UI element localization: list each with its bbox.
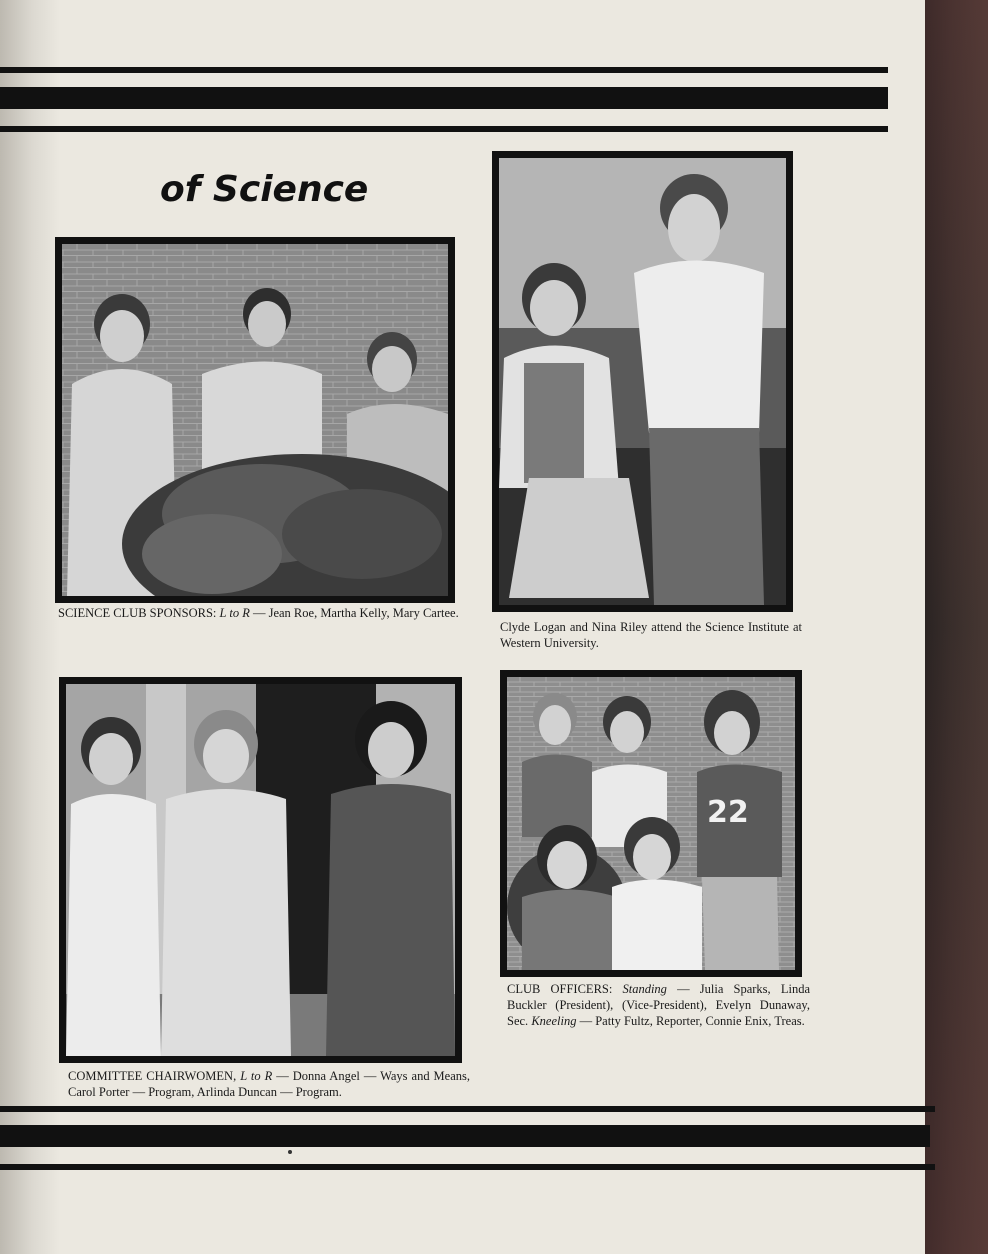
binder-edge [925,0,988,1254]
page-gutter-shadow [0,0,60,1254]
top-rule-thin-2 [0,126,888,132]
top-rule-thick [0,87,888,109]
caption-sponsors: SCIENCE CLUB SPONSORS: L to R — Jean Roe, Martha Kelly, Mary Cartee. [58,606,459,620]
caption-club-officers: CLUB OFFICERS: Standing — Julia Sparks, Linda Buckler (President), (Vice-President), Evelyn Dunaway, Sec. Kneeling — Patty Fultz, Reporter, Connie Enix, Treas. [507,982,810,1028]
photo-science-institute [492,151,793,612]
caption-science-institute: Clyde Logan and Nina Riley attend the Science Institute at Western University. [500,620,802,650]
caption-committee-chairwomen: COMMITTEE CHAIRWOMEN, L to R — Donna Angel — Ways and Means, Carol Porter — Program, Arlinda Duncan — Program. [68,1069,470,1099]
bottom-rule-thick [0,1125,930,1147]
bottom-rule-thin-2 [0,1164,935,1170]
top-rule-thin [0,67,888,73]
photo-club-officers [500,670,802,977]
page-title: of Science [160,169,369,210]
bottom-rule-thin [0,1106,935,1112]
photo-sponsors [55,237,455,603]
photo-committee-chairwomen [59,677,462,1063]
print-speck [288,1150,292,1154]
jersey-number: 22 [707,795,749,830]
